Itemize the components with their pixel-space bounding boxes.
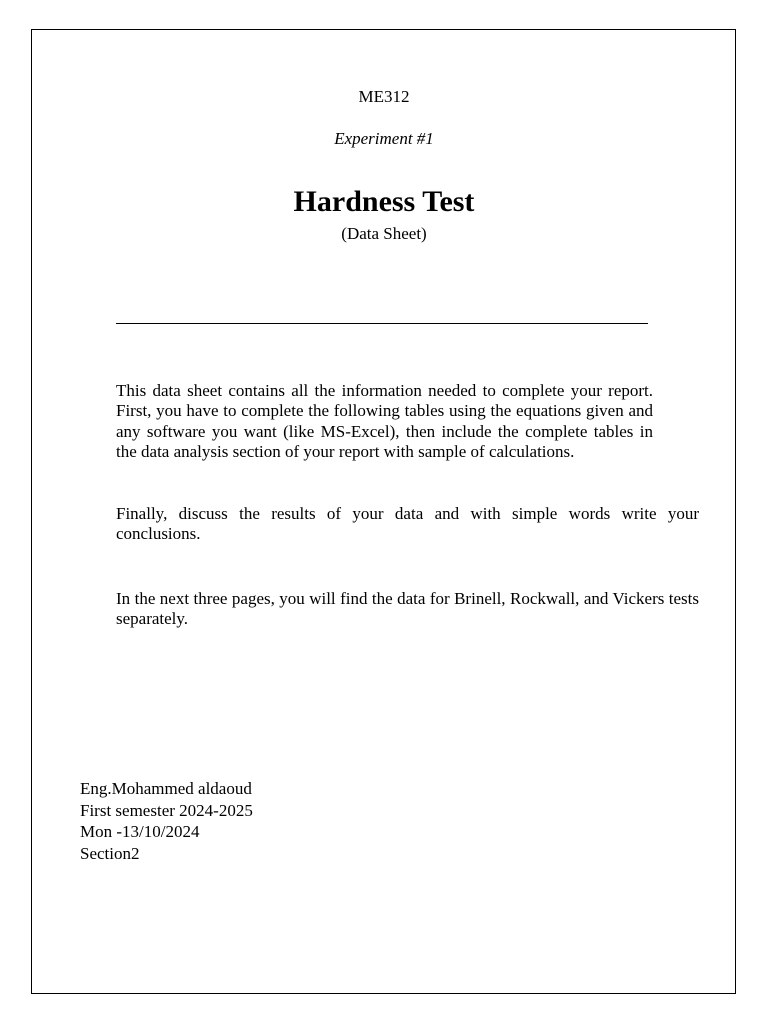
date: Mon -13/10/2024 (80, 822, 200, 841)
semester: First semester 2024-2025 (80, 800, 253, 820)
author-info-block (80, 778, 253, 864)
horizontal-divider (116, 323, 648, 324)
document-title: Hardness Test (293, 185, 475, 218)
next-pages-paragraph: In the next three pages, you will find the data for Brinell, Rockwall, and Vickers tests separately. (116, 589, 699, 629)
intro-paragraph: This data sheet contains all the information needed to complete your report. First, you have to complete the following tables using the equations given and any software you want (like MS-Excel), then include the complete tables in the data analysis section of your report with sample of calculations. (116, 381, 653, 462)
experiment-number: Experiment #1 (334, 129, 434, 148)
course-code: ME312 (358, 87, 410, 106)
section: Section2 (80, 843, 140, 863)
discussion-paragraph: Finally, discuss the results of your data and with simple words write your conclusions. (116, 504, 699, 544)
author-name: Eng.Mohammed aldaoud (80, 779, 252, 798)
document-subtitle: (Data Sheet) (341, 224, 427, 243)
